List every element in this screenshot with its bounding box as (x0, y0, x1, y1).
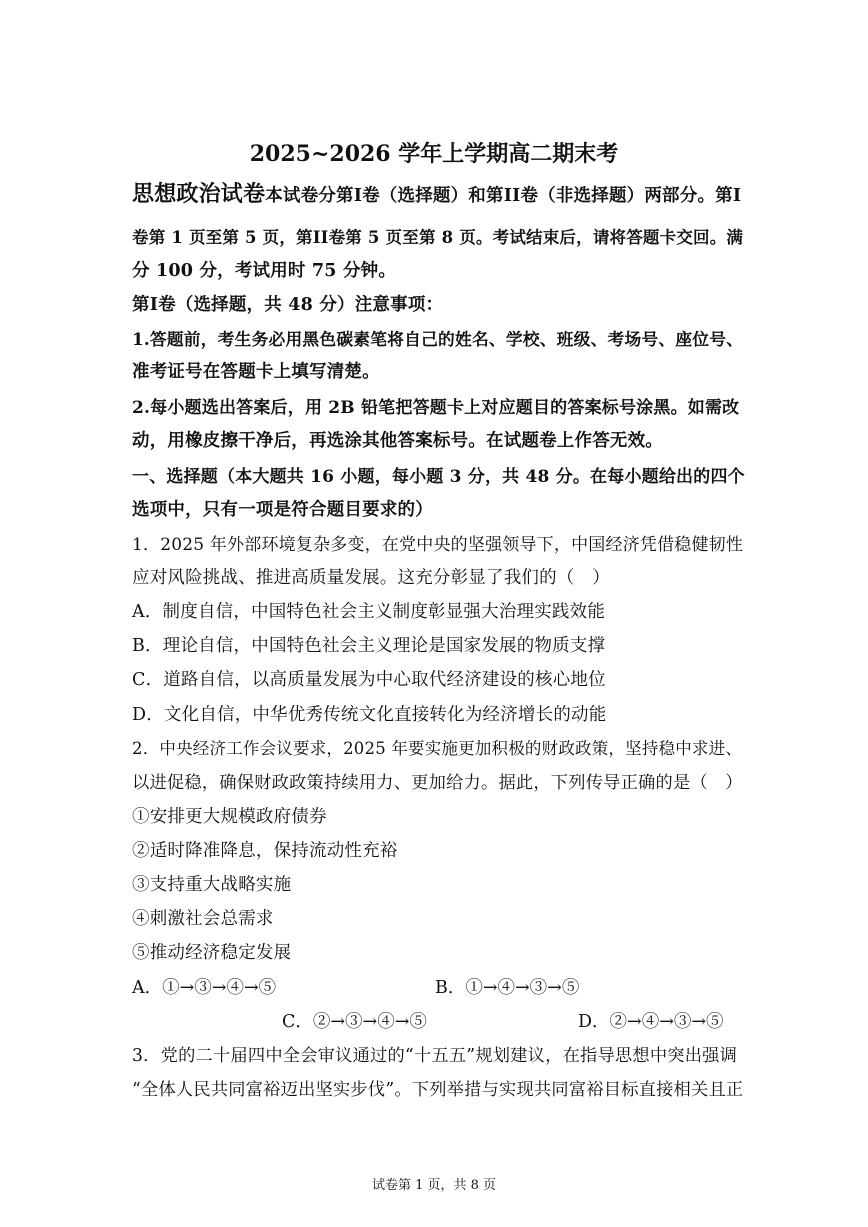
q2-option-d: D．②→④→③→⑤ (578, 1012, 724, 1032)
q1-option-a: A．制度自信，中国特色社会主义制度彰显强大治理实践效能 (132, 602, 606, 622)
exam-title: 2025~2026 学年上学期高二期末考 (249, 141, 619, 167)
part1-heading: 第I卷（选择题，共 48 分）注意事项： (132, 295, 444, 315)
q2-options-row-2 (132, 1010, 744, 1034)
page-footer: 试卷第 1 页，共 8 页 (371, 1178, 497, 1193)
section1-heading-1: 一、选择题（本大题共 16 小题，每小题 3 分，共 48 分。在每小题给出的四个 (132, 467, 745, 487)
q1-option-d: D．文化自信，中华优秀传统文化直接转化为经济增长的动能 (132, 705, 607, 725)
q2-item-4: ④刺激社会总需求 (132, 909, 274, 929)
q1-option-b: B．理论自信，中国特色社会主义理论是国家发展的物质支撑 (132, 636, 606, 656)
q2-item-5: ⑤推动经济稳定发展 (132, 943, 292, 963)
q1-stem-1: 1．2025 年外部环境复杂多变，在党中央的坚强领导下，中国经济凭借稳健韧性 (132, 535, 744, 555)
q2-options-row-1 (132, 976, 744, 1000)
subject-title: 思想政治试卷 (132, 182, 266, 207)
note-line-3: 2.每小题选出答案后，用 2B 铅笔把答题卡上对应题目的答案标号涂黑。如需改 (132, 398, 740, 418)
section1-heading-2: 选项中，只有一项是符合题目要求的） (132, 500, 433, 520)
intro-line-3: 分 100 分，考试用时 75 分钟。 (132, 261, 397, 281)
q1-option-c: C．道路自信，以高质量发展为中心取代经济建设的核心地位 (132, 670, 606, 690)
q2-stem-1: 2．中央经济工作会议要求，2025 年要实施更加积极的财政政策，坚持稳中求进、 (132, 739, 743, 758)
note-line-1: 1.答题前，考生务必用黑色碳素笔将自己的姓名、学校、班级、考场号、座位号、 (132, 329, 744, 349)
q2-stem-2: 以进促稳，确保财政政策持续用力、更加给力。据此，下列传导正确的是（ ） (132, 773, 743, 793)
q2-item-3: ③支持重大战略实施 (132, 875, 292, 895)
q2-option-c: C．②→③→④→⑤ (282, 1012, 427, 1032)
q2-option-a: A．①→③→④→⑤ (132, 978, 277, 998)
q3-stem-1: 3．党的二十届四中全会审议通过的“十五五”规划建议，在指导思想中突出强调 (132, 1046, 738, 1066)
q1-stem-2: 应对风险挑战、推进高质量发展。这充分彰显了我们的（ ） (132, 568, 610, 588)
note-line-2: 准考证号在答题卡上填写清楚。 (132, 362, 380, 382)
intro-line-1: 思想政治试卷本试卷分第I卷（选择题）和第II卷（非选择题）两部分。第I (132, 182, 742, 207)
q2-item-1: ①安排更大规模政府债券 (132, 807, 327, 827)
note-line-4: 动，用橡皮擦干净后，再选涂其他答案标号。在试题卷上作答无效。 (132, 431, 663, 451)
q3-stem-2: “全体人民共同富裕迈出坚实步伐”。下列举措与实现共同富裕目标直接相关且正 (132, 1080, 744, 1100)
q2-option-b: B．①→④→③→⑤ (435, 978, 580, 998)
q2-item-2: ②适时降准降息，保持流动性充裕 (132, 841, 398, 861)
intro-line-2: 卷第 1 页至第 5 页，第II卷第 5 页至第 8 页。考试结束后，请将答题卡交回。满 (132, 228, 744, 247)
